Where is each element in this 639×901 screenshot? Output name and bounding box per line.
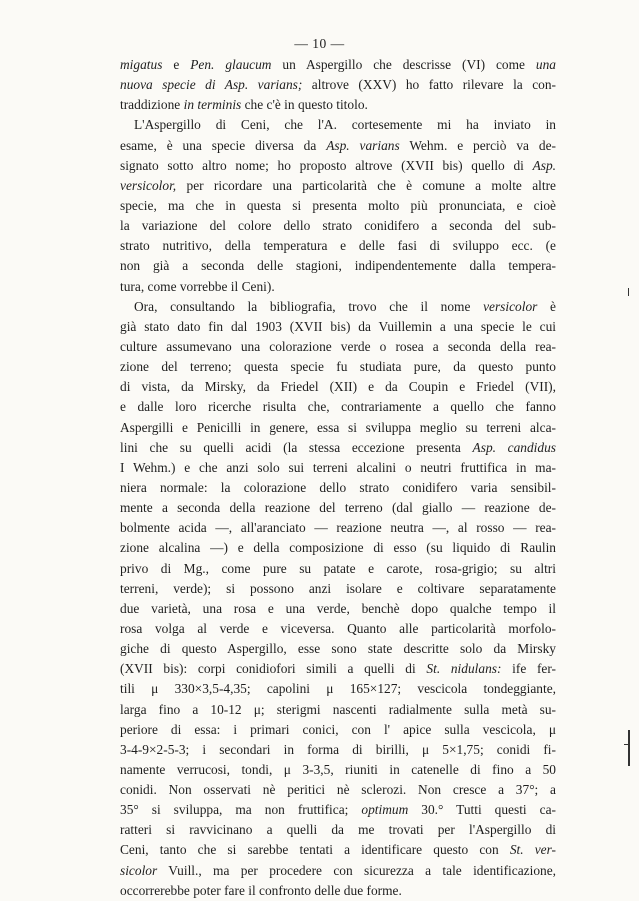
text-run: Vuill., ma per procedere con sicurezza a tale identificazione,: [157, 862, 556, 878]
text-run: e: [162, 57, 191, 72]
text-run: privo di Mg., come pure su patate e carote, rosa-grigio; su altri: [120, 560, 556, 576]
text-line: [120, 881, 556, 901]
text-line: [120, 619, 556, 639]
text-run: tili μ 330×3,5-4,35; capolini μ 165×127; vescicola tondeggiante,: [120, 681, 556, 697]
text-line: [120, 95, 556, 115]
text-line: [120, 478, 556, 498]
text-run: bolmente acida —, all'aranciato — reazione neutra —, al rosso — rea-: [120, 520, 556, 536]
italic-run: nuova specie di Asp. varians;: [120, 77, 303, 93]
text-line: [120, 538, 556, 558]
text-run: già stato dato fin dal 1903 (XVII bis) da Vuillemin a una specie le cui: [120, 318, 556, 334]
italic-run: Asp.: [532, 157, 556, 173]
italic-run: in terminis: [183, 97, 242, 113]
body-text: [120, 55, 556, 901]
margin-mark-top: [628, 288, 629, 296]
text-run: di vista, da Mirsky, da Friedel (XII) e da Coupin e Friedel (VII),: [120, 379, 556, 395]
page-number: — 10 —: [294, 36, 345, 51]
text-line: [120, 659, 556, 679]
text-line: [120, 780, 556, 800]
text-run: occorrerebbe poter fare il confronto delle due forme.: [120, 882, 402, 898]
text-run: 30.° Tutti questi ca-: [408, 802, 556, 818]
text-line: [120, 800, 556, 820]
text-line: [120, 176, 556, 196]
text-line: [120, 579, 556, 599]
text-line: [120, 518, 556, 538]
text-line: [120, 679, 556, 699]
text-run: due varietà, una rosa e una verde, benchè dopo qualche tempo il: [120, 600, 556, 616]
text-run: e dalle loro ricerche risulta che, contrariamente a quello che fanno: [120, 399, 556, 415]
text-run: per ricordare una particolarità che è comune a molte altre: [176, 177, 556, 193]
text-run: Ora, consultando la bibliografia, trovo che il nome: [134, 298, 484, 314]
text-line: [120, 297, 556, 317]
text-run: Aspergilli e Penicilli in genere, essa si sviluppa meglio su terreni alca-: [120, 419, 556, 435]
italic-run: St. nidulans:: [426, 661, 502, 677]
text-run: strato nutritivo, della temperatura e delle fasi di sviluppo ecc. (e: [120, 238, 556, 254]
text-run: esame, è una specie diversa da: [120, 137, 327, 153]
text-run: terreni, verde); si possono anzi isolare e coltivare separatamente: [120, 580, 556, 596]
text-line: [120, 256, 556, 276]
text-run: ife fer-: [501, 661, 557, 677]
text-run: conidi. Non osservati nè peritici nè sclerozi. Non cresce a 37°; a: [120, 782, 556, 798]
text-run: (XVII bis): corpi conidiofori simili a quelli di: [120, 661, 427, 677]
text-line: [120, 700, 556, 720]
italic-run: Asp. candidus: [472, 439, 556, 455]
text-run: Wehm. e perciò va de-: [399, 137, 556, 153]
text-line: [120, 438, 556, 458]
text-run: la variazione del colore dello strato conidifero a seconda del sub-: [120, 218, 556, 234]
text-run: mente a seconda della reazione del terreno (dal giallo — reazione de-: [120, 500, 556, 516]
text-run: rosa volga al verde e viceversa. Quanto alle particolarità morfolo-: [120, 620, 556, 636]
text-line: [120, 418, 556, 438]
text-run: zione alcalina —) e della composizione di esso (su liquido di Raulin: [120, 540, 556, 556]
text-line: [120, 236, 556, 256]
text-run: giche di questo Aspergillo, esse sono state descritte solo da Mirsky: [120, 641, 556, 657]
margin-mark-bottom: [628, 730, 630, 766]
italic-run: sicolor: [120, 862, 158, 878]
italic-run: una: [535, 57, 556, 72]
text-run: non già a seconda delle stagioni, indipendentemente dalla tempera-: [120, 258, 556, 274]
text-line: [120, 840, 556, 860]
text-line: [120, 156, 556, 176]
text-line: [120, 357, 556, 377]
text-run: altrove (XXV) ho fatto rilevare la con-: [302, 77, 556, 93]
text-run: 35° si sviluppa, ma non fruttifica;: [120, 802, 362, 818]
text-run: I Wehm.) e che anzi solo sui terreni alcalini o neutri fruttifica in ma-: [120, 459, 556, 475]
text-line: [120, 720, 556, 740]
margin-mark-tick: [624, 744, 630, 745]
text-line: [120, 639, 556, 659]
text-line: [120, 216, 556, 236]
italic-run: St. ver-: [509, 842, 556, 858]
italic-run: versicolor: [483, 298, 538, 314]
text-line: [120, 397, 556, 417]
text-line: [120, 75, 556, 95]
text-line: [120, 115, 556, 135]
text-run: ratteri si ravvicinano a quelli da me trovati per l'Aspergillo di: [120, 822, 556, 838]
text-line: [120, 861, 556, 881]
text-line: [120, 55, 556, 75]
italic-run: Asp. varians: [326, 137, 400, 153]
italic-run: Pen. glaucum: [190, 57, 272, 72]
text-run: Ceni, tanto che si sarebbe tentati a identificare questo con: [120, 842, 510, 858]
text-line: [120, 498, 556, 518]
italic-run: optimum: [361, 802, 409, 818]
text-run: culture assumevano una colorazione verde o rosea a seconda della rea-: [120, 338, 556, 354]
text-line: [120, 559, 556, 579]
text-line: [120, 599, 556, 619]
text-run: tura, come vorrebbe il Ceni).: [120, 278, 275, 294]
text-run: 3-4-9×2-5-3; i secondari in forma di birilli, μ 5×1,75; conidi fi-: [120, 741, 556, 757]
text-run: specie, ma che in questa si presenta molto più pronunciata, e cioè: [120, 197, 556, 213]
text-line: [120, 458, 556, 478]
text-run: zione del terreno; questa specie fu studiata pure, da questo punto: [120, 359, 556, 375]
text-run: periore di essa: i primari conici, con l' apice sulla vescicola, μ: [120, 721, 556, 737]
text-run: namente verrucosi, tondi, μ 3-3,5, riuniti in catenelle di fino a 50: [120, 761, 556, 777]
text-run: lini che su quelli acidi (la stessa eccezione presenta: [120, 439, 473, 455]
text-line: [120, 377, 556, 397]
text-run: traddizione: [120, 97, 184, 113]
text-run: L'Aspergillo di Ceni, che l'A. cortesemente mi ha inviato in: [134, 117, 556, 133]
text-run: un Aspergillo che descrisse (VI) come: [271, 57, 536, 72]
italic-run: versicolor,: [120, 177, 177, 193]
italic-run: migatus: [120, 57, 163, 72]
text-run: signato sotto altro nome; ho proposto altrove (XVII bis) quello di: [120, 157, 533, 173]
text-line: [120, 337, 556, 357]
text-run: niera normale: la colorazione dello strato conidifero varia sensibil-: [120, 479, 556, 495]
text-line: [120, 277, 556, 297]
text-run: che c'è in questo titolo.: [241, 97, 368, 113]
text-line: [120, 740, 556, 760]
text-run: è: [537, 298, 556, 314]
text-line: [120, 760, 556, 780]
text-line: [120, 196, 556, 216]
text-run: larga fino a 10-12 μ; sterigmi nascenti radialmente sulla metà su-: [120, 701, 556, 717]
text-line: [120, 317, 556, 337]
text-line: [120, 136, 556, 156]
text-line: [120, 820, 556, 840]
